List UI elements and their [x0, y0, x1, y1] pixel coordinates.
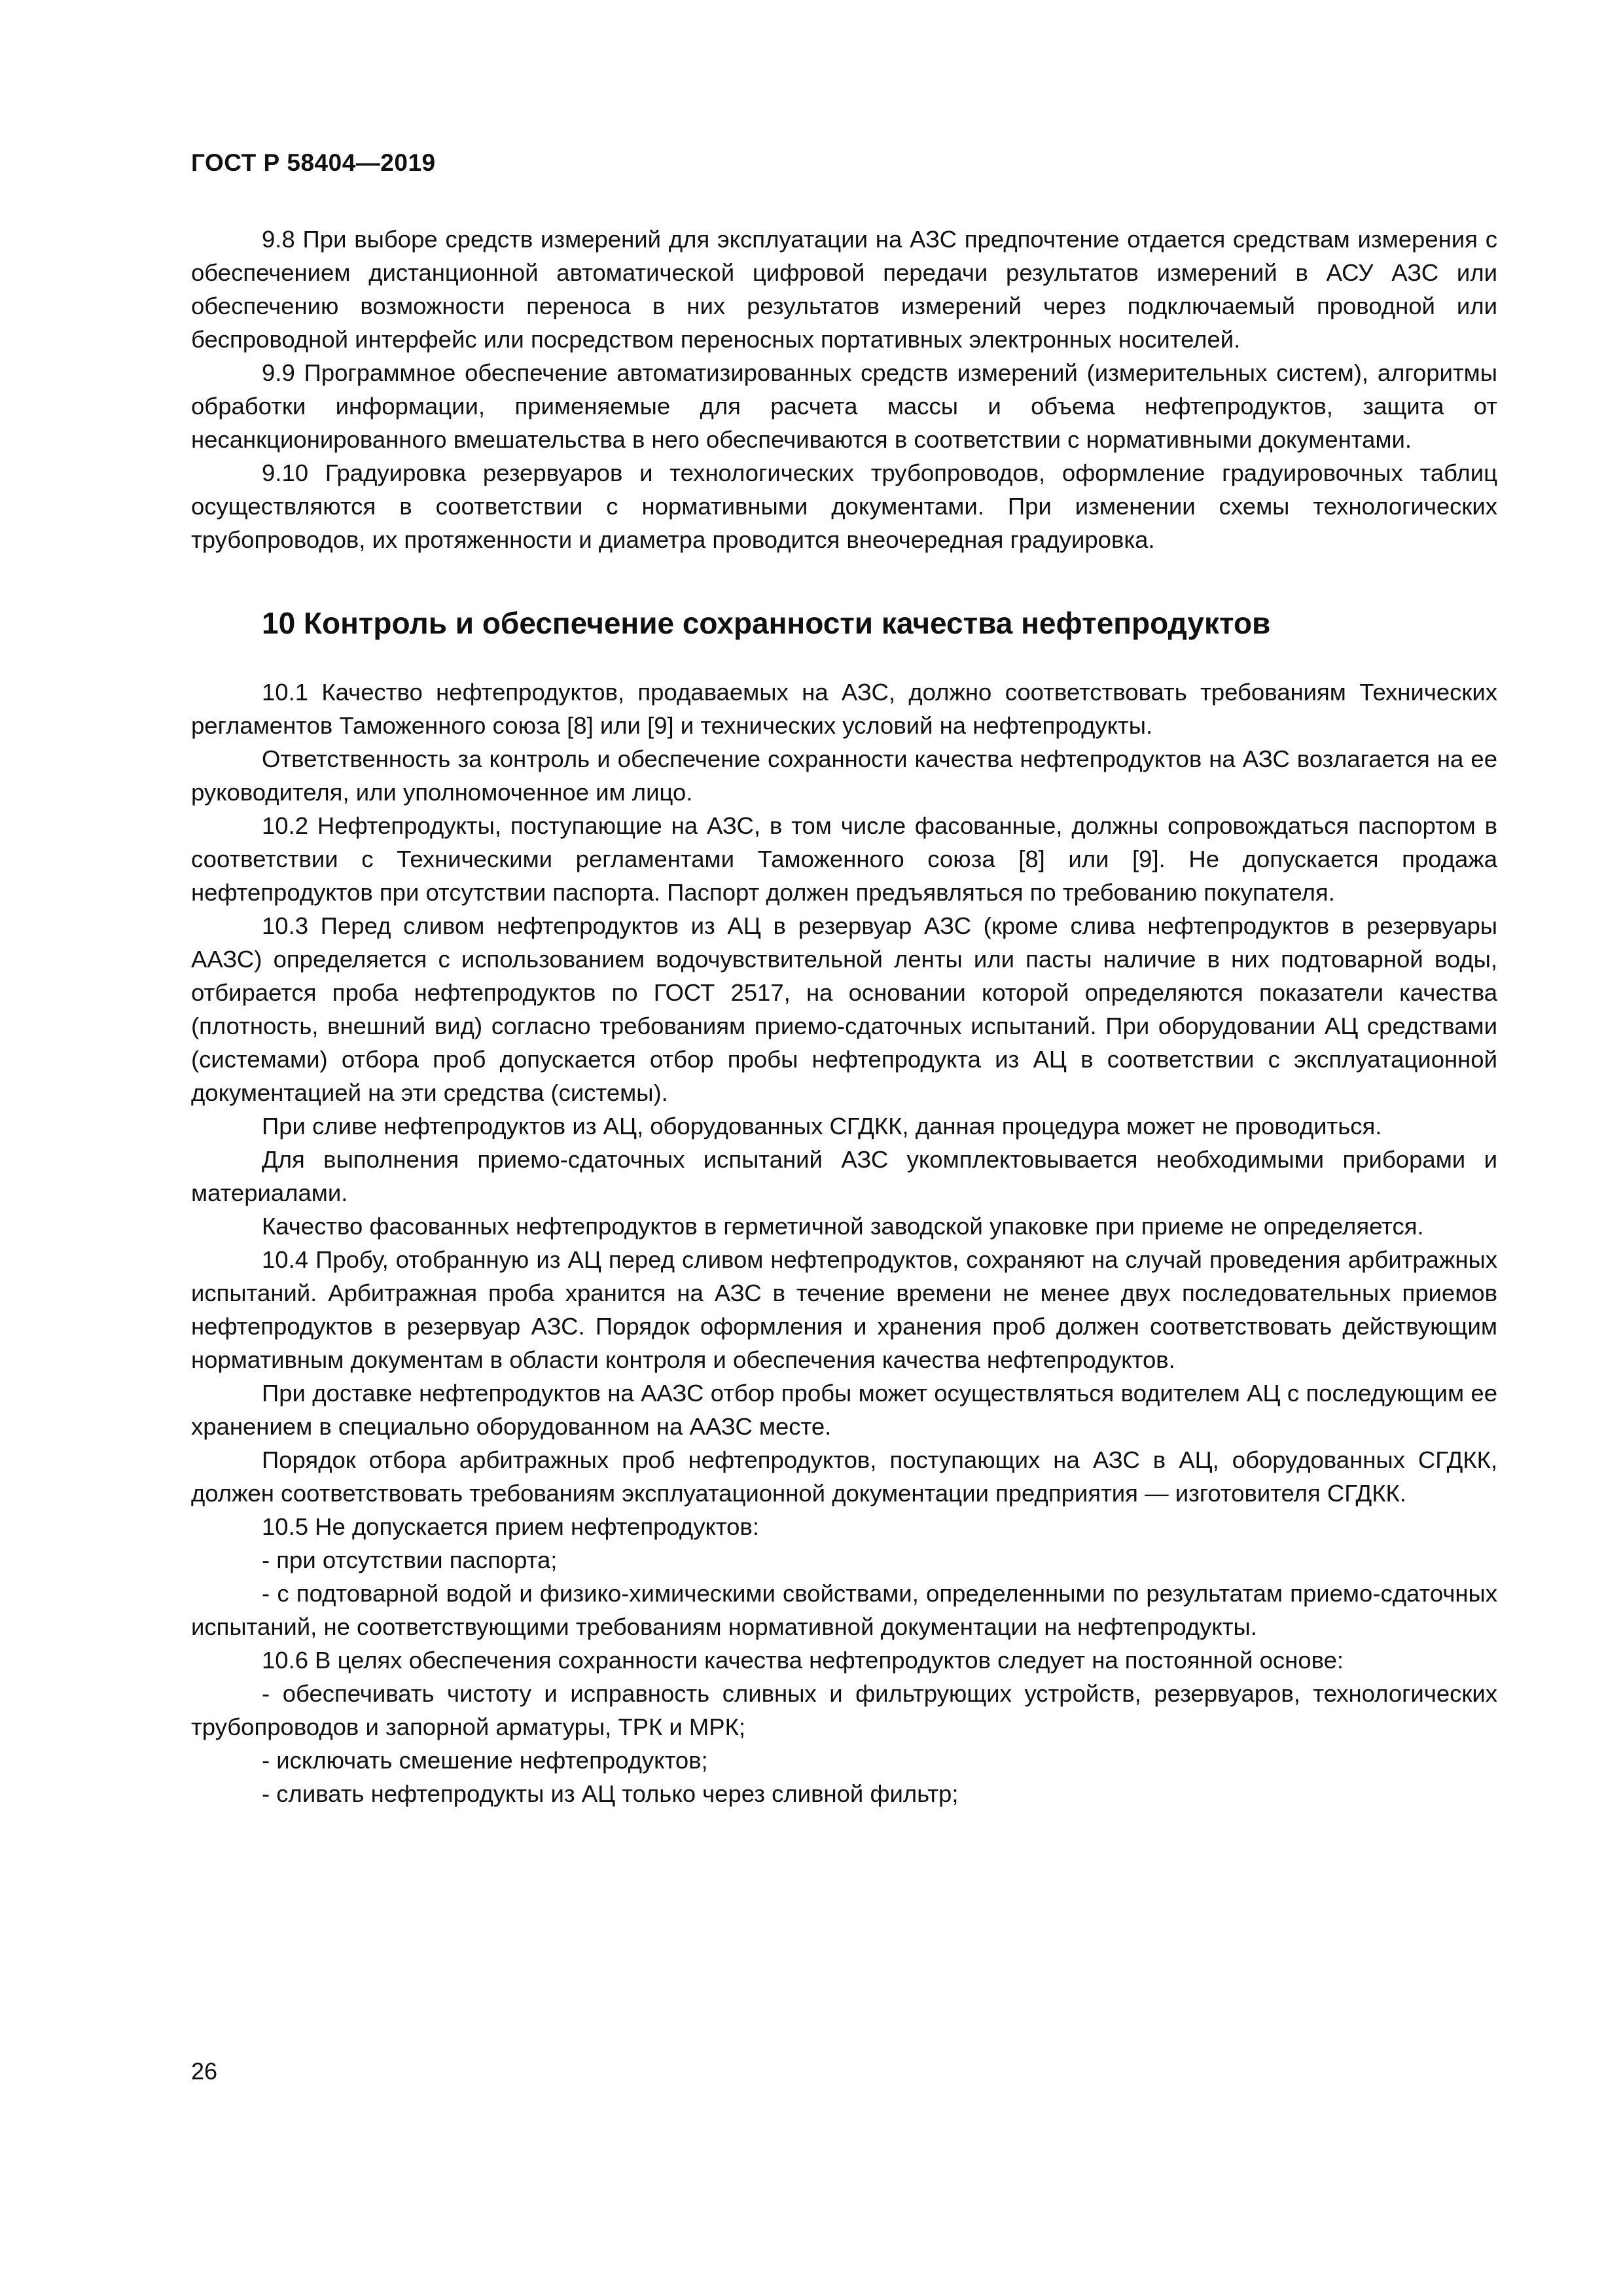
page-number: 26: [191, 2058, 218, 2085]
paragraph-9-9: 9.9 Программное обеспечение автоматизированных средств измерений (измерительных систем), алгоритмы обработки информации, применяемые для расчета массы и объема нефтепродуктов, защита от несанкционированного вмешательства в него обеспечиваются в соответствии с нормативными документами.: [191, 359, 1497, 453]
paragraph-10-1: 10.1 Качество нефтепродуктов, продаваемых на АЗС, должно соответствовать требованиям Технических регламентов Таможенного союза [8] или [9] и технических условий на нефтепродукты.: [191, 679, 1497, 739]
list-item-no-mixing: - исключать смешение нефтепродуктов;: [262, 1747, 708, 1774]
paragraph-arbitration-sampling: Порядок отбора арбитражных проб нефтепродуктов, поступающих на АЗС в АЦ, оборудованных СГДКК, должен соответствовать требованиям эксплуатационной документации предприятия — изготовителя СГДКК.: [191, 1446, 1497, 1507]
paragraph-10-5: 10.5 Не допускается прием нефтепродуктов:: [262, 1513, 759, 1540]
paragraph-9-10: 9.10 Градуировка резервуаров и технологических трубопроводов, оформление градуировочных таблиц осуществляются в соответствии с нормативными документами. При изменении схемы технологических трубопроводов, их протяженности и диаметра проводится внеочередная градуировка.: [191, 459, 1497, 553]
document-body: [191, 223, 1497, 1810]
document-header-code: ГОСТ Р 58404—2019: [191, 149, 436, 176]
paragraph-responsibility: Ответственность за контроль и обеспечение сохранности качества нефтепродуктов на АЗС возлагается на ее руководителя, или уполномоченное им лицо.: [191, 745, 1497, 806]
paragraph-aazs-sampling: При доставке нефтепродуктов на ААЗС отбор пробы может осуществляться водителем АЦ с последующим ее хранением в специально оборудованном на ААЗС месте.: [191, 1380, 1497, 1440]
section-title-10: 10 Контроль и обеспечение сохранности качества нефтепродуктов: [262, 606, 1271, 640]
paragraph-10-6: 10.6 В целях обеспечения сохранности качества нефтепродуктов следует на постоянной основе:: [262, 1647, 1344, 1674]
paragraph-10-4: 10.4 Пробу, отобранную из АЦ перед сливом нефтепродуктов, сохраняют на случай проведения арбитражных испытаний. Арбитражная проба хранится на АЗС в течение времени не менее двух последовательных приемов нефтепродуктов в резервуар АЗС. Порядок оформления и хранения проб должен соответствовать действующим нормативным документам в области контроля и обеспечения качества нефтепродуктов.: [191, 1246, 1497, 1373]
paragraph-10-3: 10.3 Перед сливом нефтепродуктов из АЦ в резервуар АЗС (кроме слива нефтепродуктов в резервуары ААЗС) определяется с использованием водочувствительной ленты или пасты наличие в них подтоварной воды, отбирается проба нефтепродуктов по ГОСТ 2517, на основании которой определяются показатели качества (плотность, внешний вид) согласно требованиям приемо-сдаточных испытаний. При оборудовании АЦ средствами (системами) отбора проб допускается отбор пробы нефтепродукта из АЦ в соответствии с эксплуатационной документацией на эти средства (системы).: [191, 912, 1497, 1106]
paragraph-test-equipment: Для выполнения приемо-сдаточных испытаний АЗС укомплектовывается необходимыми приборами и материалами.: [191, 1146, 1497, 1206]
list-item-drain-filter: - сливать нефтепродукты из АЦ только через сливной фильтр;: [262, 1780, 959, 1807]
list-item-no-passport: - при отсутствии паспорта;: [262, 1547, 558, 1573]
list-item-cleanliness: - обеспечивать чистоту и исправность сливных и фильтрующих устройств, резервуаров, технологических трубопроводов и запорной арматуры, ТРК и МРК;: [191, 1680, 1497, 1740]
list-item-water-properties: - с подтоварной водой и физико-химическими свойствами, определенными по результатам приемо-сдаточных испытаний, не соответствующими требованиям нормативной документации на нефтепродукты.: [191, 1580, 1497, 1640]
paragraph-packaged-quality: Качество фасованных нефтепродуктов в герметичной заводской упаковке при приеме не определяется.: [262, 1213, 1424, 1240]
paragraph-sgdkk-procedure: При сливе нефтепродуктов из АЦ, оборудованных СГДКК, данная процедура может не проводиться.: [262, 1113, 1382, 1139]
paragraph-10-2: 10.2 Нефтепродукты, поступающие на АЗС, в том числе фасованные, должны сопровождаться паспортом в соответствии с Техническими регламентами Таможенного союза [8] или [9]. Не допускается продажа нефтепродуктов при отсутствии паспорта. Паспорт должен предъявляться по требованию покупателя.: [191, 812, 1497, 906]
paragraph-9-8: 9.8 При выборе средств измерений для эксплуатации на АЗС предпочтение отдается средствам измерения с обеспечением дистанционной автоматической цифровой передачи результатов измерений в АСУ АЗС или обеспечению возможности переноса в них результатов измерений через подключаемый проводной или беспроводной интерфейс или посредством переносных портативных электронных носителей.: [191, 226, 1497, 353]
